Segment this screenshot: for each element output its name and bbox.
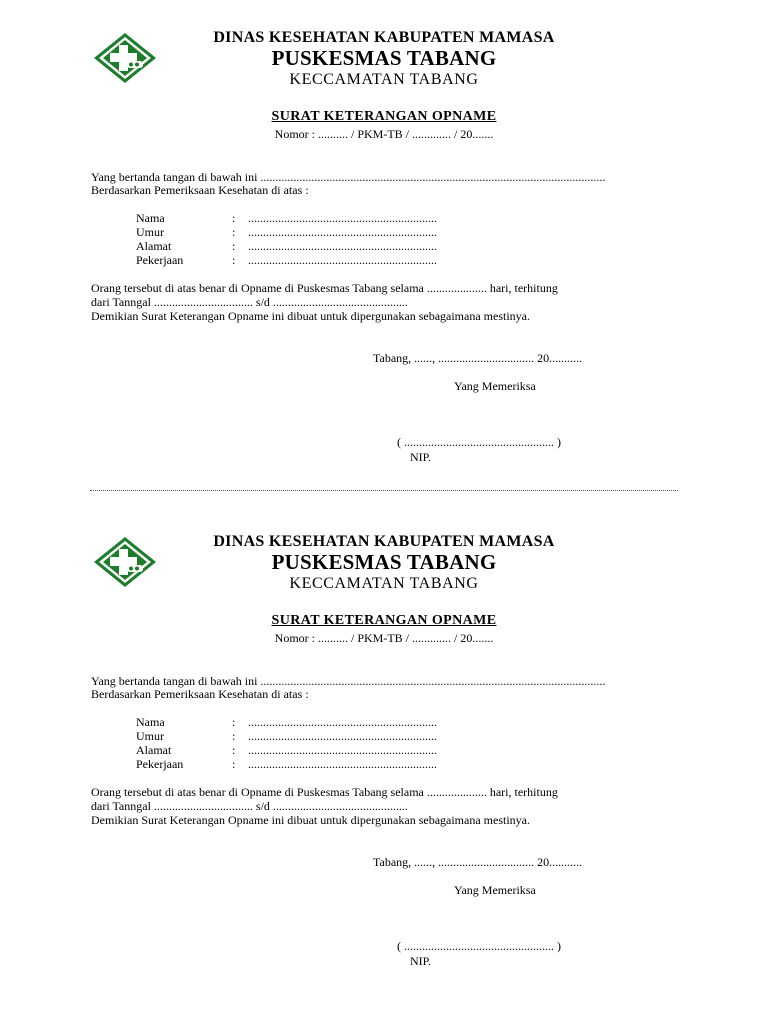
field-dots-alamat: ............................................................... — [248, 239, 437, 253]
field-colon: : — [232, 757, 236, 771]
closing-line: Demikian Surat Keterangan Opname ini dibuat untuk dipergunakan sebagaimana mestinya. — [91, 309, 530, 323]
field-colon: : — [232, 253, 236, 267]
place-date-line: Tabang, ......, ................................ 20........... — [373, 351, 583, 365]
field-colon: : — [232, 211, 236, 225]
field-label-alamat: Alamat — [136, 743, 172, 757]
field-colon: : — [232, 715, 236, 729]
header-kecamatan: KECCAMATAN TABANG — [289, 575, 479, 592]
field-dots-umur: ............................................................... — [248, 729, 437, 743]
field-dots-pekerjaan: ............................................................... — [248, 253, 437, 267]
field-label-nama: Nama — [136, 715, 165, 729]
field-label-alamat: Alamat — [136, 239, 172, 253]
place-date-line: Tabang, ......, ................................ 20........... — [373, 855, 583, 869]
field-label-pekerjaan: Pekerjaan — [136, 253, 184, 267]
field-dots-umur: ............................................................... — [248, 225, 437, 239]
header-dinas: DINAS KESEHATAN KABUPATEN MAMASA — [213, 29, 555, 46]
field-label-umur: Umur — [136, 225, 164, 239]
bertanda-line: Yang bertanda tangan di bawah ini ................................................................................................................... — [91, 674, 606, 688]
header-puskesmas: PUSKESMAS TABANG — [271, 46, 497, 70]
statement-line: Orang tersebut di atas benar di Opname di Puskesmas Tabang selama .................... hari, terhitung — [91, 785, 558, 799]
signature-line: ( .................................................. ) — [397, 435, 561, 449]
header-dinas: DINAS KESEHATAN KABUPATEN MAMASA — [213, 533, 555, 550]
nip-label: NIP. — [410, 450, 432, 464]
statement-line: Orang tersebut di atas benar di Opname di Puskesmas Tabang selama .................... hari, terhitung — [91, 281, 558, 295]
opname-form-2 — [0, 504, 768, 1008]
field-dots-pekerjaan: ............................................................... — [248, 757, 437, 771]
berdasarkan-line: Berdasarkan Pemeriksaan Kesehatan di atas : — [91, 687, 309, 701]
cut-separator — [90, 490, 678, 491]
field-label-pekerjaan: Pekerjaan — [136, 757, 184, 771]
field-dots-nama: ............................................................... — [248, 715, 437, 729]
closing-line: Demikian Surat Keterangan Opname ini dibuat untuk dipergunakan sebagaimana mestinya. — [91, 813, 530, 827]
nomor-line: Nomor : .......... / PKM-TB / ............. / 20....... — [274, 127, 494, 141]
examiner-label: Yang Memeriksa — [454, 379, 536, 393]
header-kecamatan: KECCAMATAN TABANG — [289, 71, 479, 88]
field-colon: : — [232, 225, 236, 239]
bertanda-line: Yang bertanda tangan di bawah ini ................................................................................................................... — [91, 170, 606, 184]
signature-line: ( .................................................. ) — [397, 939, 561, 953]
form-title: SURAT KETERANGAN OPNAME — [271, 109, 497, 124]
form-title: SURAT KETERANGAN OPNAME — [271, 613, 497, 628]
field-dots-nama: ............................................................... — [248, 211, 437, 225]
field-colon: : — [232, 743, 236, 757]
date-range-line: dari Tanngal ................................. s/d ............................................. — [91, 799, 408, 813]
opname-form-1 — [0, 0, 768, 504]
berdasarkan-line: Berdasarkan Pemeriksaan Kesehatan di atas : — [91, 183, 309, 197]
field-colon: : — [232, 239, 236, 253]
field-colon: : — [232, 729, 236, 743]
nomor-line: Nomor : .......... / PKM-TB / ............. / 20....... — [274, 631, 494, 645]
header-puskesmas: PUSKESMAS TABANG — [271, 550, 497, 574]
examiner-label: Yang Memeriksa — [454, 883, 536, 897]
field-label-nama: Nama — [136, 211, 165, 225]
field-label-umur: Umur — [136, 729, 164, 743]
field-dots-alamat: ............................................................... — [248, 743, 437, 757]
nip-label: NIP. — [410, 954, 432, 968]
date-range-line: dari Tanngal ................................. s/d ............................................. — [91, 295, 408, 309]
